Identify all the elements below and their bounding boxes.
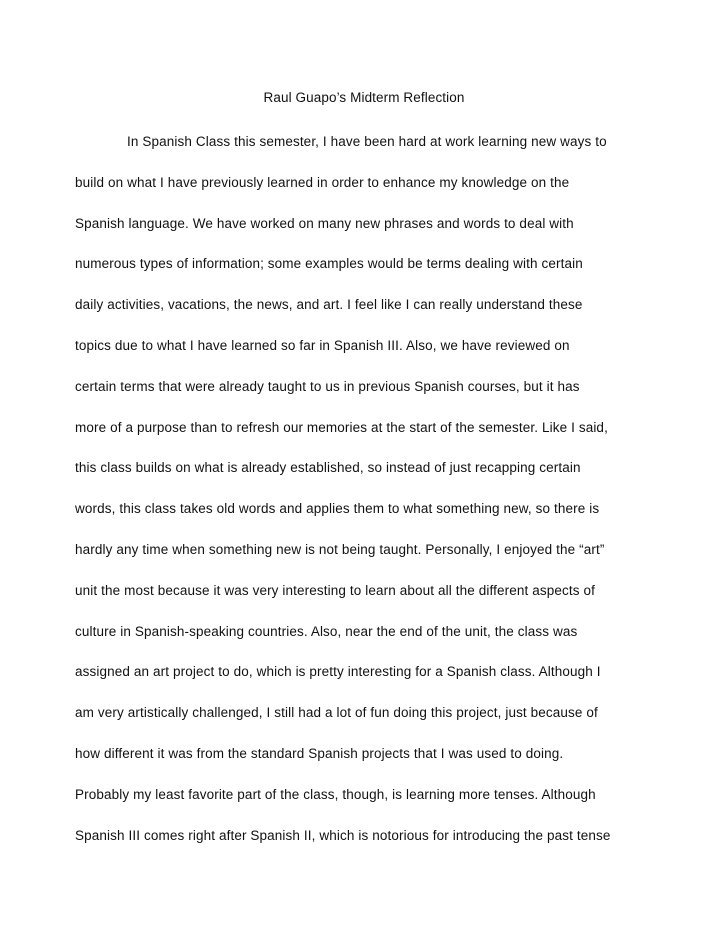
paragraph-line: words, this class takes old words and applies them to what something new, so there is: [75, 501, 600, 517]
paragraph-line: Probably my least favorite part of the class, though, is learning more tenses. Although: [75, 786, 596, 802]
paragraph-line: numerous types of information; some examples would be terms dealing with certain: [75, 256, 583, 272]
paragraph-line: unit the most because it was very interesting to learn about all the different aspects of: [75, 582, 595, 598]
paragraph-line: culture in Spanish-speaking countries. Also, near the end of the unit, the class was: [75, 623, 578, 639]
paragraph-line: more of a purpose than to refresh our memories at the start of the semester. Like I said,: [75, 419, 608, 435]
paragraph-line: assigned an art project to do, which is pretty interesting for a Spanish class. Although I: [75, 664, 601, 680]
paragraph-line: topics due to what I have learned so far in Spanish III. Also, we have reviewed on: [75, 337, 570, 353]
paragraph-line: am very artistically challenged, I still had a lot of fun doing this project, just because of: [75, 705, 598, 721]
document-body: [75, 132, 655, 866]
paragraph-line: Spanish language. We have worked on many new phrases and words to deal with: [75, 215, 574, 231]
paragraph-line: hardly any time when something new is not being taught. Personally, I enjoyed the “art”: [75, 541, 605, 557]
paragraph-line: In Spanish Class this semester, I have been hard at work learning new ways to: [127, 134, 607, 149]
paragraph-line: Spanish III comes right after Spanish II, which is notorious for introducing the past tense: [75, 827, 611, 843]
paragraph-line: this class builds on what is already established, so instead of just recapping certain: [75, 460, 581, 476]
paragraph-line: how different it was from the standard Spanish projects that I was used to doing.: [75, 745, 564, 761]
paragraph-line: daily activities, vacations, the news, and art. I feel like I can really understand these: [75, 297, 583, 313]
document-title: Raul Guapo’s Midterm Reflection: [263, 90, 465, 105]
paragraph-line: build on what I have previously learned in order to enhance my knowledge on the: [75, 174, 570, 190]
paragraph-line: certain terms that were already taught to us in previous Spanish courses, but it has: [75, 378, 580, 394]
